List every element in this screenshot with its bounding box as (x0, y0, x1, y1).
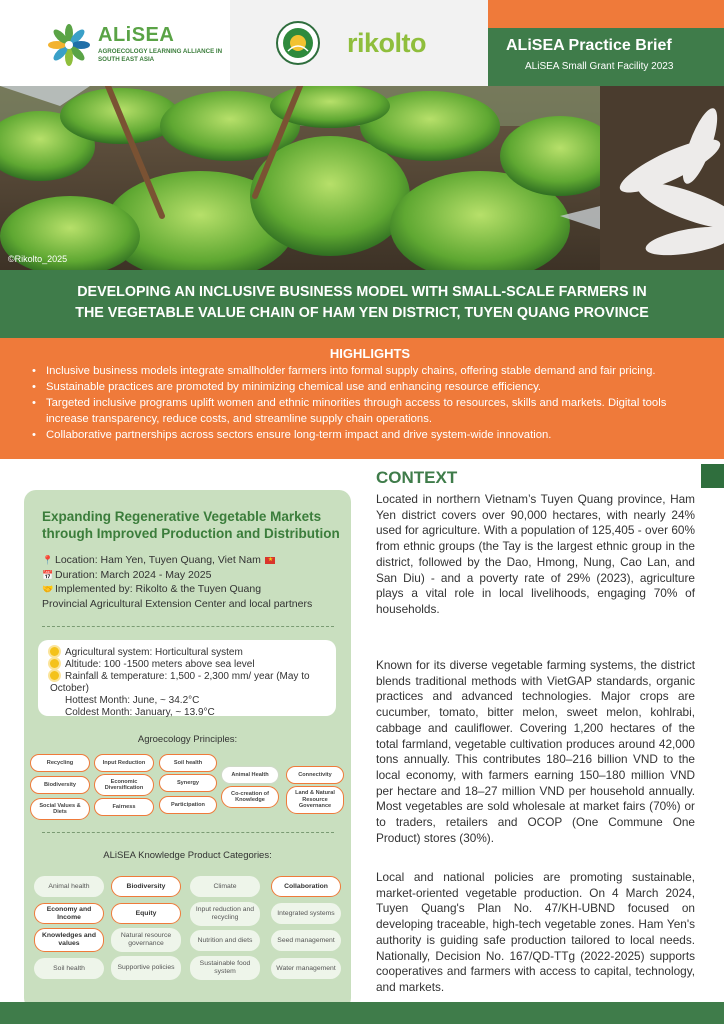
principle-pill: Co-creation of Knowledge (221, 786, 279, 808)
agri-system-text: Agricultural system: Horticultural system (65, 647, 243, 658)
sun-icon (50, 647, 59, 656)
knowledge-pill: Natural resource governance (111, 928, 181, 952)
photo-credit: ©Rikolto_2025 (8, 254, 68, 264)
project-card (24, 490, 351, 1010)
knowledge-pill: Animal health (34, 876, 104, 897)
alisea-logo[interactable] (46, 22, 226, 68)
knowledge-pill: Soil health (34, 958, 104, 979)
knowledge-heading: ALiSEA Knowledge Product Categories: (103, 850, 272, 861)
principles-heading: Agroecology Principles: (137, 734, 238, 745)
highlight-item: • Inclusive business models integrate smallholder farmers into formal supply chains, offering stable demand and fair pricing. (30, 363, 710, 379)
knowledge-pill: Supportive policies (111, 956, 181, 980)
brief-subtitle: ALiSEA Small Grant Facility 2023 (525, 61, 674, 72)
context-accent-square (701, 464, 724, 488)
knowledge-pill: Sustainable food system (190, 956, 260, 980)
alisea-tagline: AGROECOLOGY LEARNING ALLIANCE IN SOUTH EAST ASIA (98, 48, 223, 63)
alisea-flower-icon (46, 22, 92, 68)
title-line-1: DEVELOPING AN INCLUSIVE BUSINESS MODEL WITH SMALL-SCALE FARMERS IN (77, 284, 647, 300)
title-band (0, 270, 724, 338)
principle-pill: Participation (159, 796, 217, 814)
principle-pill: Animal Health (221, 766, 279, 784)
knowledge-pill: Input reduction and recycling (190, 902, 260, 926)
alisea-wordmark: ALiSEA (98, 24, 175, 46)
footer-bar (0, 1002, 724, 1024)
altitude-text: Altitude: 100 -1500 meters above sea level (65, 659, 255, 670)
calendar-icon: 📅 (42, 569, 54, 580)
principle-pill: Biodiversity (30, 776, 90, 794)
principle-pill: Social Values & Diets (30, 798, 90, 820)
rikolto-logo[interactable]: rikolto (347, 28, 427, 58)
implemented-text: Implemented by: Rikolto & the Tuyen Quang (55, 583, 262, 595)
implemented-text-2: Provincial Agricultural Extension Center and local partners (42, 597, 313, 610)
principle-pill: Fairness (94, 798, 154, 816)
site-conditions-box (38, 640, 336, 716)
knowledge-pill: Climate (190, 876, 260, 897)
knowledge-pill: Seed management (271, 930, 341, 951)
sun-icon (50, 659, 59, 668)
context-paragraph-3: Local and national policies are promoting sustainable, market-oriented vegetable production. On 4 March 2024, Tuyen Quang's Plan No. 47/KH-UBND focused on developing traceable, high-tech vegetable zones. Ham Yen's authority is guiding safe production tailored to local needs. Nationally, Decision No. 167/QD-TTg (2022-2025) supports cooperatives and farmers with access to capital, technology, and markets. (376, 870, 695, 994)
location-text: Location: Ham Yen, Tuyen Quang, Viet Nam (55, 554, 261, 566)
knowledge-pill: Integrated systems (271, 903, 341, 924)
highlights-section (0, 338, 724, 459)
header (0, 0, 724, 86)
government-seal-icon (276, 21, 320, 65)
principle-pill: Soil health (159, 754, 217, 772)
knowledge-pill: Water management (271, 958, 341, 979)
highlight-item: • Targeted inclusive programs uplift women and ethnic minorities through access to resources, skills and markets. Digital tools increase transparency, reduce costs, and streamline supply chain operations. (30, 395, 710, 427)
practice-brief-box (488, 0, 724, 86)
principle-pill: Economic Diversification (94, 774, 154, 796)
principle-pill: Synergy (159, 774, 217, 792)
principle-pill: Connectivity (286, 766, 344, 784)
knowledge-pill: Nutrition and diets (190, 930, 260, 951)
context-paragraph-2: Known for its diverse vegetable farming systems, the district blends traditional methods with VietGAP standards, organic practices and advanced technologies. Major crops are cucumber, tomato, bitter melon, sweet melon, kohlrabi, cabbage and cauliflower. Covering 1,200 hectares of the total farmland, vegetable cultivation produces around 42,000 tons annually. This contributes 180–216 billion VND to the local economy, with farmers earning 150–180 million VND per hectare and 18–27 million VND per household annually. Most vegetables are sold wholesale at market fairs (70%) or to traders, retailers and OCOP (One Commune One Product) stores (30%). (376, 658, 695, 845)
duration-text: Duration: March 2024 - May 2025 (55, 568, 212, 581)
brief-orange-strip (488, 0, 724, 28)
principle-pill: Land & Natural Resource Governance (286, 786, 344, 814)
vietnam-flag-icon: ★ (265, 557, 275, 564)
divider (42, 832, 334, 833)
highlight-item: • Collaborative partnerships across sectors ensure long-term impact and drive system-wide innovation. (30, 427, 710, 443)
vegetable-field-image (0, 86, 724, 270)
knowledge-pill: Collaboration (271, 876, 341, 897)
sun-icon (50, 671, 59, 680)
hottest-text: Hottest Month: June, ~ 34.2°C (65, 695, 200, 706)
coldest-text: Coldest Month: January, ~ 13.9°C (65, 707, 215, 718)
context-paragraph-1: Located in northern Vietnam’s Tuyen Quang province, Ham Yen district covers over 90,000 hectares, with nearly 24% used for agriculture. With a population of 125,405 - over 60% from ethnic groups (the Tay is the largest ethnic group in the district, followed by the Dao, Hmong, Nung, Cao Lan, and San Diu) - and a poverty rate of 29% (2023), agriculture plays a vital role in local livelihoods, engaging 70% of households. (376, 492, 695, 616)
project-card-title: Expanding Regenerative Vegetable Markets through Improved Production and Distribution (42, 509, 340, 541)
context-heading: CONTEXT (376, 468, 458, 487)
principle-pill: Recycling (30, 754, 90, 772)
hero-photo (0, 86, 724, 270)
project-meta (42, 553, 342, 611)
highlights-heading: HIGHLIGHTS (329, 346, 411, 361)
title-line-2: THE VEGETABLE VALUE CHAIN OF HAM YEN DISTRICT, TUYEN QUANG PROVINCE (75, 305, 649, 321)
knowledge-pill: Biodiversity (111, 876, 181, 897)
knowledge-pill: Knowledges and values (34, 928, 104, 952)
highlights-list (30, 363, 710, 443)
knowledge-pill: Equity (111, 903, 181, 924)
principle-pill: Input Reduction (94, 754, 154, 772)
location-pin-icon: 📍 (42, 555, 54, 565)
divider (42, 626, 334, 627)
handshake-icon: 🤝 (42, 584, 54, 594)
knowledge-pill: Economy and Income (34, 903, 104, 924)
highlight-item: • Sustainable practices are promoted by minimizing chemical use and enhancing resource efficiency. (30, 379, 710, 395)
brief-title: ALiSEA Practice Brief (506, 37, 672, 54)
rainfall-text: Rainfall & temperature: 1,500 - 2,300 mm/ year (May to October) (50, 671, 310, 694)
